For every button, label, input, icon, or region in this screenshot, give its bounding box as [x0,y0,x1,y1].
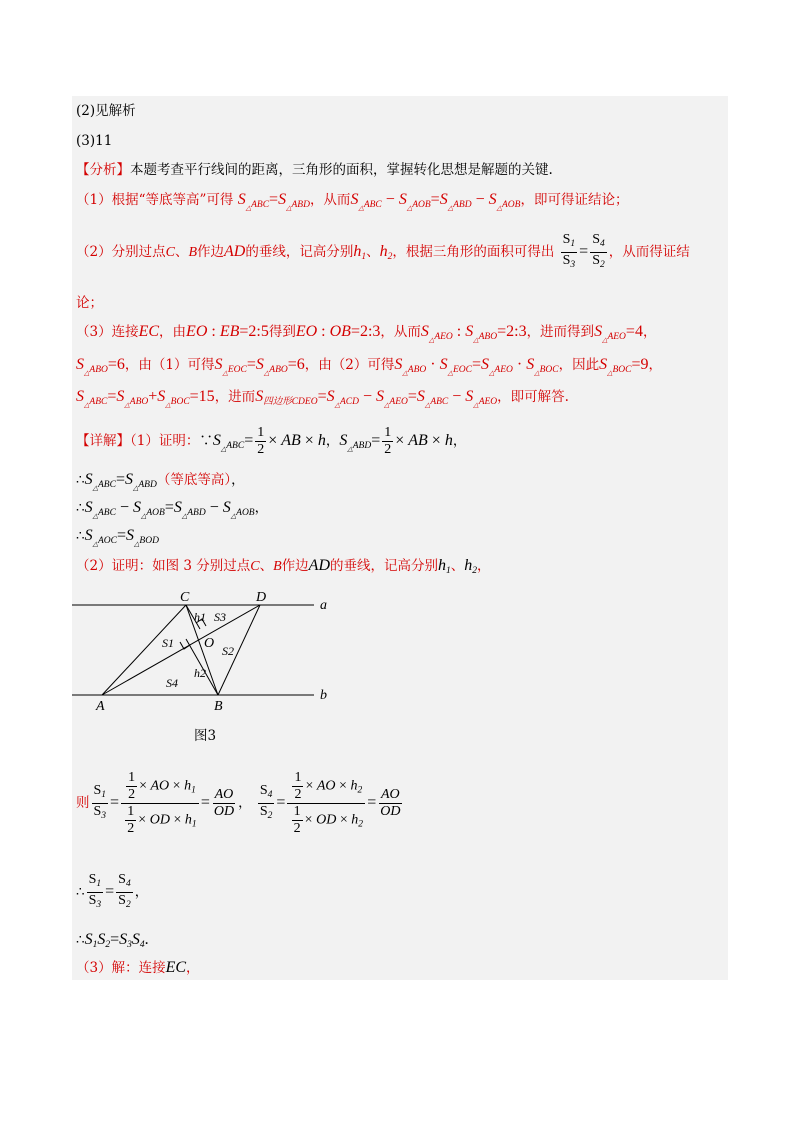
label-S1: S1 [162,636,174,650]
analysis-step-2-cont: 论； [76,295,103,311]
detail-step-2: （2）证明：如图 3 分别过点C、B作边AD的垂线，记高分别$h_1$、$h_2$， [76,557,491,576]
analysis-step-3-line1: （3）连接EC，由EO : EB=2:5得到EO : OB=2:3，从而$S_{_\triangle AEO}$ : $S_{_\triangle ABO}=2:3$，进而得到$S_{_\triangle AEO}=4$， [76,323,657,344]
detail-ratio-formula: 则 $\frac{S_1}{S_3}$ = $\frac{1}{2}$ × AO × $h_1$ $\frac{1}{2}$ × OD × $h_1$ = $\frac{AO}{OD}$ ， $\frac{S_4}{S_2}$ = $\frac{1}{2}$ × AO × $h_2$ $\frac{1}{2}$ × OD × $h_2$ = $\frac{AO}{OD}$ [76,770,401,836]
label-O: O [204,636,215,651]
label-S2: S2 [222,644,234,658]
label-A: A [96,699,105,714]
label-D: D [256,590,267,605]
answer-panel [72,96,728,980]
detail-step-1-b: $\therefore S_{_\triangle ABC} - S_{_\triangle AOB}=S_{_\triangle ABD} - S_{_\triangle AOB}$， [76,499,269,520]
answer-part-2: (2)见解析 [76,103,136,119]
detail-step-1: 【详解】（1）证明：$\because S_{_\triangle ABC}=$ $\frac{1}{2}$ × AB × h，$S_{_\triangle ABD}=$ $\frac{1}{2}$ × AB × h， [76,425,467,457]
segment-AD [102,605,260,695]
detail-ratio-equal: ∴ $\frac{S_1}{S_3}$ = $\frac{S_4}{S_2}$ ， [76,872,149,910]
label-line-a: a [320,598,327,613]
figure-caption: 图3 [194,728,217,744]
analysis-step-3-line2: $S_{_\triangle ABO}=6$，由（1）可得$S_{_\triangle EOC}=S_{_\triangle ABO}=6$，由（2）可得$S_{_\triangle ABO} \cdot S_{_\triangle EOC}=S_{_\triangle AEO} \cdot S_{_\triangle BOC}$，因此$S_{_\triangle BOC}=9$， [76,356,662,377]
label-line-b: b [320,688,327,703]
detail-step-1-a: $\therefore S_{_\triangle ABC}=S_{_\triangle ABD}$（等底等高）， [76,471,245,492]
label-C: C [180,590,190,605]
label-h2: h2 [194,666,206,680]
detail-product-equal: $\therefore S_1S_2=S_3S_4$. [76,931,149,950]
analysis-step-3-line3: $S_{_\triangle ABC}=S_{_\triangle ABO}+S_{_\triangle BOC}=15$，进而$S_{四边形CDEO}=S_{_\triangle ACD} - S_{_\triangle AEO}=S_{_\triangle ABC} - S_{_\triangle AEO}$，即可解答. [76,388,569,409]
analysis-step-2: （2）分别过点C、B作边AD的垂线，记高分别$h_1$、$h_2$，根据三角形的面积可得出 $\frac{S_1}{S_3}$ = $\frac{S_4}{S_2}$ ，从而得证结 [76,232,690,270]
label-S3: S3 [214,610,226,624]
answer-part-3: (3)11 [76,133,113,149]
detail-step-3: （3）解：连接EC， [76,959,200,976]
detail-step-1-c: $\therefore S_{_\triangle AOC}=S_{_\triangle BOD}$ [76,527,159,548]
analysis-summary: 【分析】本题考查平行线间的距离，三角形的面积，掌握转化思想是解题的关键. [76,162,553,178]
analysis-step-1: （1）根据“等底等高”可得 $S_{_\triangle ABC}=S_{_\triangle ABD}$，从而$S_{_\triangle ABC} - S_{_\triangle AOB}=S_{_\triangle ABD} - S_{_\triangle AOB}$，即可得证结论； [76,191,629,212]
label-S4: S4 [166,676,178,690]
label-B: B [214,699,223,714]
label-h1: h1 [194,610,206,624]
